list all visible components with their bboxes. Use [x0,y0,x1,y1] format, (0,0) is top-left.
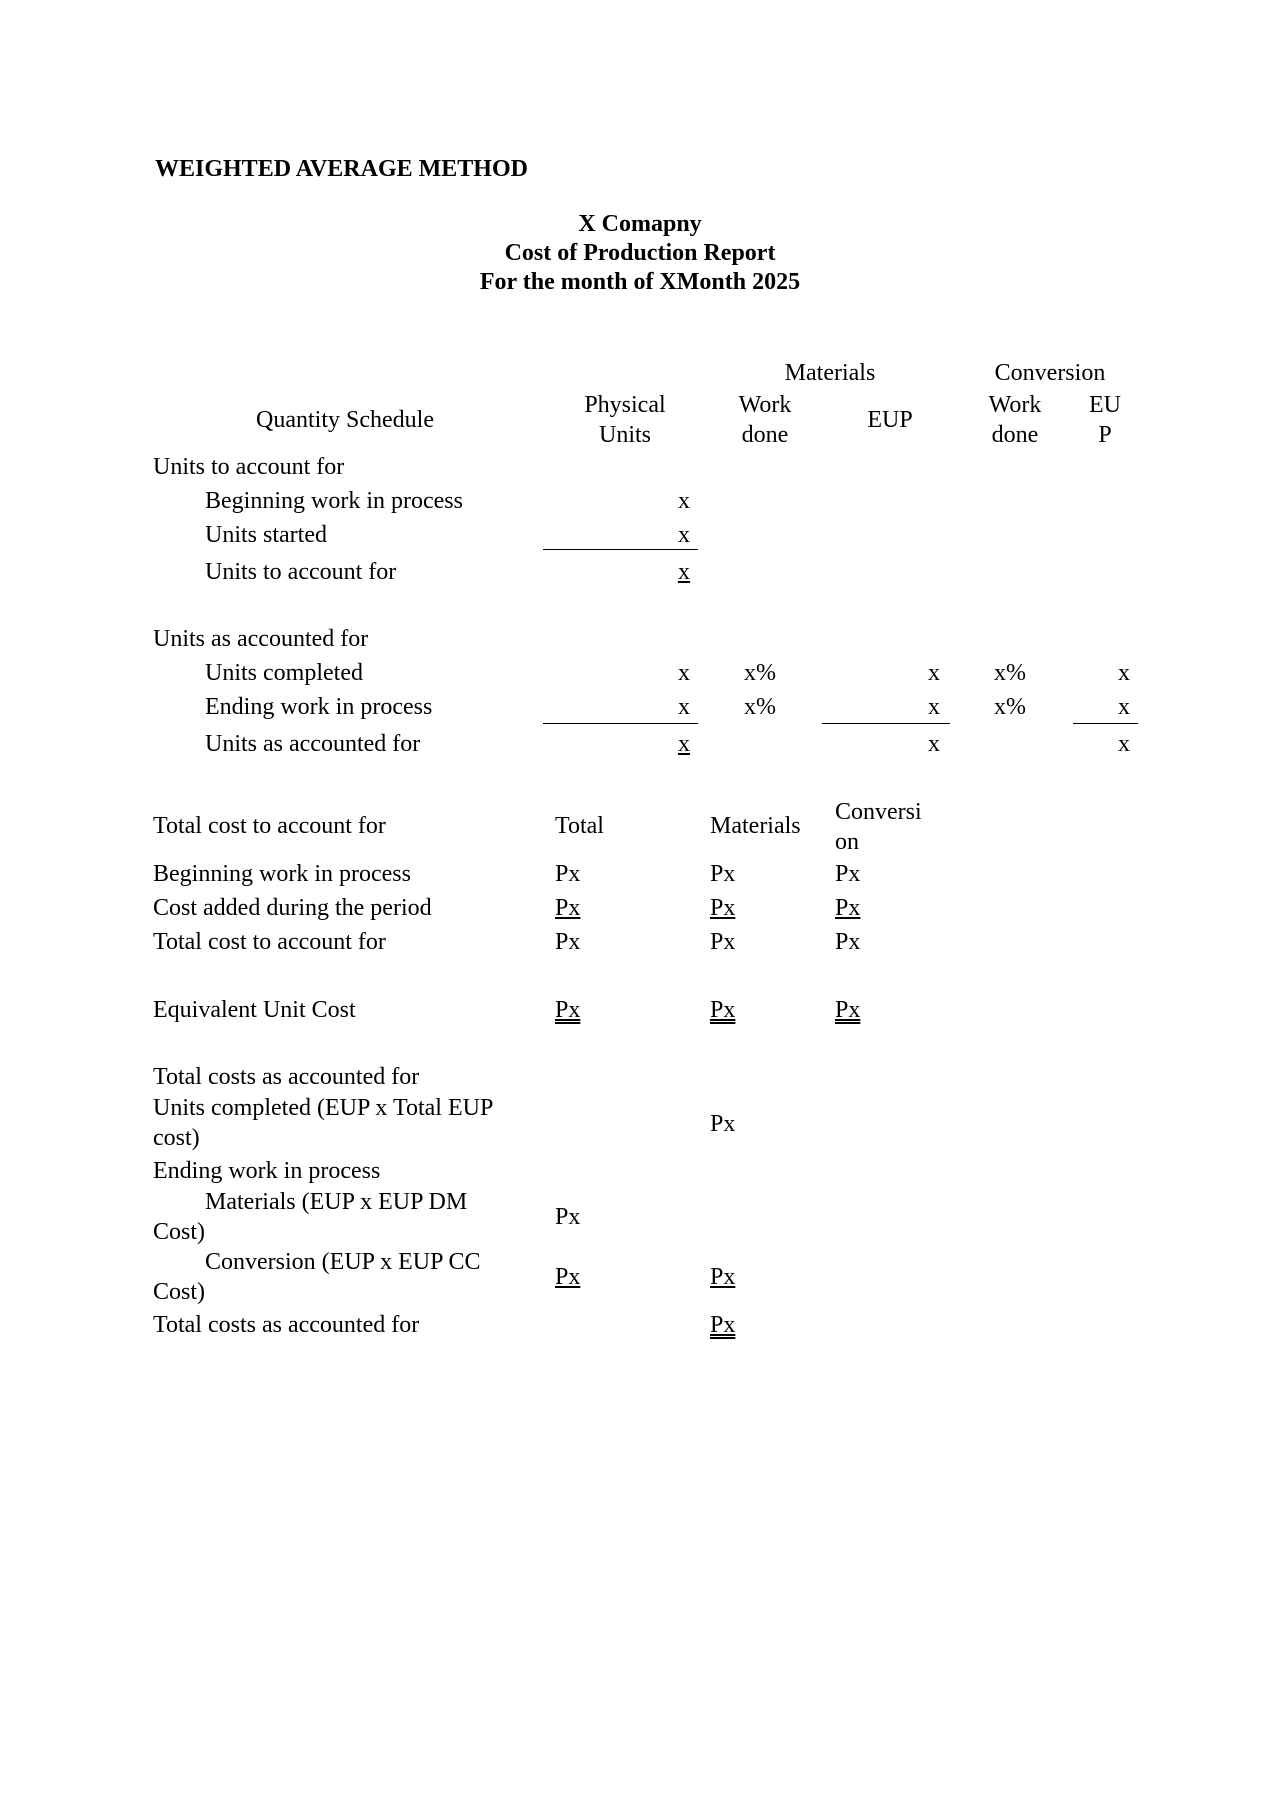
mat-work-done-header-2: done [741,422,789,448]
physical-units-header-1: Physical [584,392,666,418]
cost-materials-value: Px [710,895,736,921]
ewip-conversion-label-1: Conversion (EUP x EUP CC [205,1249,481,1275]
eup-cost-conversion: Px [835,997,861,1023]
conv-eup-header-2: P [1098,422,1112,448]
ewip-subtotal-value: Px [710,1264,736,1290]
cost-total-value: Px [555,929,581,955]
ewip-materials-label-2: Cost) [153,1219,206,1245]
cost-materials-header: Materials [710,813,801,839]
units-accounted-section: Units as accounted for [153,626,369,652]
conv-work-pct: x% [994,694,1026,720]
cost-materials-value: Px [710,929,736,955]
ewip-materials-value: Px [555,1204,581,1230]
conv-work-pct: x% [994,660,1026,686]
ewip-conversion-label-2: Cost) [153,1279,206,1305]
physical-value: x [678,522,690,548]
cost-conversion-value: Px [835,929,861,955]
mat-eup-header: EUP [867,407,913,433]
mat-work-pct: x% [744,660,776,686]
rule-line [822,723,950,724]
rule-line [543,549,698,550]
accounted-costs-label: Total costs as accounted for [153,1064,420,1090]
ewip-materials-label-1: Materials (EUP x EUP DM [205,1189,468,1215]
cost-row-label: Cost added during the period [153,895,432,921]
mat-work-done-header-1: Work [738,392,792,418]
physical-value: x [678,694,690,720]
row-label: Units as accounted for [205,731,421,757]
cost-row-label: Total cost to account for [153,929,386,955]
cost-section-label: Total cost to account for [153,813,386,839]
accounted-total-label: Total costs as accounted for [153,1312,420,1338]
rule-line [543,723,698,724]
cost-conversion-value: Px [835,861,861,887]
accounted-total-value: Px [710,1312,736,1338]
units-completed-value: Px [710,1111,736,1137]
physical-units-header-2: Units [598,422,651,448]
eup-cost-materials: Px [710,997,736,1023]
row-label: Beginning work in process [205,488,463,514]
mat-eup-value: x [928,694,940,720]
row-label: Units completed [205,660,363,686]
row-label: Units started [205,522,327,548]
cost-total-value: Px [555,861,581,887]
physical-value: x [678,488,690,514]
conv-eup-value: x [1118,694,1130,720]
cost-conversion-header-1: Conversi [835,799,922,825]
conversion-group-header: Conversion [994,360,1106,386]
conv-eup-header-1: EU [1089,392,1121,418]
cost-total-value: Px [555,895,581,921]
conv-work-done-header-1: Work [988,392,1042,418]
materials-group-header: Materials [784,360,876,386]
physical-total: x [678,559,690,585]
cost-conversion-value: Px [835,895,861,921]
cost-conversion-header-2: on [835,829,859,855]
method-heading: WEIGHTED AVERAGE METHOD [155,156,528,182]
eup-cost-label: Equivalent Unit Cost [153,997,356,1023]
ewip-label: Ending work in process [153,1158,381,1184]
row-label: Ending work in process [205,694,433,720]
rule-line [1073,723,1138,724]
row-label: Units to account for [205,559,397,585]
report-period: For the month of XMonth 2025 [479,269,801,295]
mat-work-pct: x% [744,694,776,720]
mat-eup-total: x [928,731,940,757]
cost-materials-value: Px [710,861,736,887]
conv-eup-value: x [1118,660,1130,686]
units-completed-label-1: Units completed (EUP x Total EUP [153,1095,494,1121]
units-completed-label-2: cost) [153,1125,200,1151]
conv-work-done-header-2: done [991,422,1039,448]
units-to-account-section: Units to account for [153,454,345,480]
ewip-conversion-value: Px [555,1264,581,1290]
physical-value: x [678,660,690,686]
report-title: Cost of Production Report [504,240,776,266]
eup-cost-total: Px [555,997,581,1023]
mat-eup-value: x [928,660,940,686]
physical-total: x [678,731,690,757]
company-name: X Comapny [578,211,702,237]
conv-eup-total: x [1118,731,1130,757]
cost-row-label: Beginning work in process [153,861,411,887]
cost-total-header: Total [555,813,604,839]
quantity-schedule-label: Quantity Schedule [256,407,434,433]
